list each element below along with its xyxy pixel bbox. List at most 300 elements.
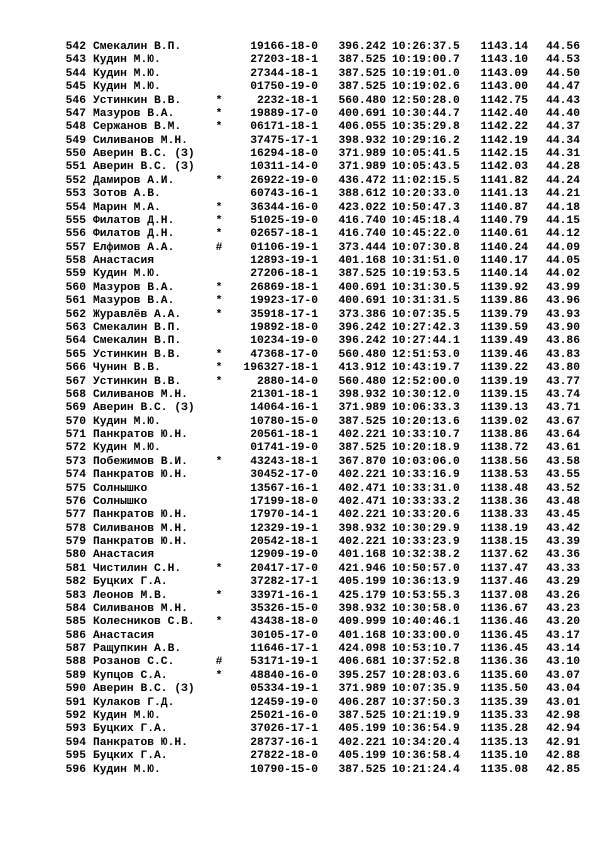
- table-row: [0, 683, 600, 696]
- table-row: [0, 469, 600, 482]
- score: 1139.22: [480, 362, 528, 375]
- points: 43.07: [546, 669, 580, 682]
- arrival-time: 10:19:02.6: [392, 81, 460, 94]
- distance: 396.242: [338, 41, 386, 53]
- place-number: 571: [65, 429, 86, 442]
- points: 44.09: [546, 241, 580, 254]
- points: 44.37: [546, 121, 580, 134]
- points: 44.50: [546, 67, 580, 80]
- distance: 367.870: [338, 455, 386, 468]
- participant-name: Анастасия: [93, 549, 155, 562]
- arrival-time: 10:19:01.0: [392, 67, 460, 80]
- points: 43.29: [546, 576, 580, 589]
- place-number: 584: [65, 602, 86, 615]
- table-row: [0, 656, 600, 669]
- arrival-time: 10:21:24.4: [392, 763, 460, 776]
- participant-name: Панкратов Ю.Н.: [93, 469, 188, 482]
- points: 44.43: [546, 94, 580, 107]
- place-number: 577: [65, 509, 86, 522]
- table-row: [0, 603, 600, 616]
- ring-number: 27206-18-1: [250, 268, 318, 281]
- points: 43.83: [546, 348, 580, 361]
- score: 1135.33: [480, 710, 528, 722]
- arrival-time: 10:33:31.0: [392, 482, 460, 495]
- arrival-time: 10:30:29.9: [392, 522, 460, 535]
- participant-name: Панкратов Ю.Н.: [93, 536, 188, 549]
- participant-name: Панкратов Ю.Н.: [93, 509, 188, 522]
- distance: 406.287: [338, 696, 386, 709]
- points: 44.56: [546, 41, 580, 53]
- distance: 406.055: [338, 121, 386, 134]
- participant-name: Буцких Г.А.: [93, 750, 168, 763]
- ring-number: 53171-19-1: [250, 656, 318, 669]
- table-row: [0, 630, 600, 643]
- points: 42.88: [546, 750, 580, 763]
- score: 1138.48: [480, 482, 528, 495]
- distance: 400.691: [338, 295, 386, 308]
- participant-name: Кудин М.Ю.: [93, 268, 161, 281]
- ring-number: 20417-17-0: [250, 562, 318, 575]
- points: 43.14: [546, 643, 580, 656]
- distance: 423.022: [338, 201, 386, 214]
- place-number: 561: [65, 295, 86, 308]
- table-row: [0, 549, 600, 562]
- score: 1135.39: [480, 696, 528, 709]
- ring-number: 51025-19-0: [250, 214, 318, 227]
- arrival-time: 10:33:20.6: [392, 509, 460, 522]
- arrival-time: 10:33:16.9: [392, 469, 460, 482]
- arrival-time: 10:45:18.4: [392, 214, 460, 227]
- score: 1142.75: [480, 94, 528, 107]
- place-number: 554: [65, 201, 86, 214]
- table-row: [0, 750, 600, 763]
- participant-name: Сержанов В.М.: [93, 121, 182, 134]
- ring-number: 26869-18-1: [250, 281, 318, 294]
- points: 43.74: [546, 388, 580, 401]
- distance: 402.221: [338, 736, 386, 749]
- score: 1141.13: [480, 188, 528, 201]
- participant-name: Кулаков Г.Д.: [93, 696, 175, 709]
- participant-name: Колесников С.В.: [93, 616, 195, 629]
- place-number: 574: [65, 469, 86, 482]
- ring-number: 2232-18-1: [256, 94, 318, 107]
- score: 1140.79: [480, 214, 528, 227]
- table-row: [0, 643, 600, 656]
- participant-name: Кудин М.Ю.: [93, 442, 161, 455]
- ring-number: 01750-19-0: [250, 81, 318, 94]
- arrival-time: 12:51:53.0: [392, 348, 460, 361]
- distance: 402.471: [338, 495, 386, 508]
- points: 44.12: [546, 228, 580, 241]
- score: 1140.24: [480, 241, 528, 254]
- status-mark: *: [215, 174, 223, 187]
- table-row: [0, 362, 600, 375]
- ring-number: 12329-19-1: [250, 522, 318, 535]
- place-number: 575: [65, 482, 86, 495]
- participant-name: Силиванов М.Н.: [93, 134, 188, 147]
- table-row: [0, 416, 600, 429]
- place-number: 590: [65, 683, 86, 696]
- table-row: [0, 295, 600, 308]
- participant-name: Мазуров В.А.: [93, 107, 175, 120]
- participant-name: Ращупкин А.В.: [93, 643, 182, 656]
- distance: 373.444: [338, 241, 386, 254]
- arrival-time: 10:05:41.5: [392, 148, 460, 161]
- ring-number: 196327-18-1: [243, 362, 318, 375]
- place-number: 591: [65, 696, 86, 709]
- participant-name: Елфимов А.А.: [93, 241, 175, 254]
- table-row: [0, 536, 600, 549]
- place-number: 566: [65, 362, 86, 375]
- distance: 402.221: [338, 536, 386, 549]
- score: 1139.49: [480, 335, 528, 348]
- points: 43.48: [546, 495, 580, 508]
- points: 43.77: [546, 375, 580, 388]
- ring-number: 19923-17-0: [250, 295, 318, 308]
- place-number: 544: [65, 67, 86, 80]
- place-number: 585: [65, 616, 86, 629]
- participant-name: Кудин М.Ю.: [93, 763, 161, 776]
- score: 1139.86: [480, 295, 528, 308]
- points: 44.24: [546, 174, 580, 187]
- participant-name: Марин М.А.: [93, 201, 161, 214]
- participant-name: Аверин В.С. (З): [93, 148, 195, 161]
- table-row: [0, 268, 600, 281]
- status-mark: *: [215, 616, 223, 629]
- table-row: [0, 322, 600, 335]
- place-number: 558: [65, 255, 86, 268]
- participant-name: Аверин В.С. (З): [93, 683, 195, 696]
- arrival-time: 10:31:30.5: [392, 281, 460, 294]
- arrival-time: 10:34:20.4: [392, 736, 460, 749]
- score: 1135.08: [480, 763, 528, 776]
- distance: 371.989: [338, 683, 386, 696]
- status-mark: *: [215, 455, 223, 468]
- status-mark: *: [215, 348, 223, 361]
- participant-name: Силиванов М.Н.: [93, 602, 188, 615]
- score: 1138.53: [480, 469, 528, 482]
- arrival-time: 10:27:44.1: [392, 335, 460, 348]
- distance: 405.199: [338, 723, 386, 736]
- distance: 401.168: [338, 255, 386, 268]
- arrival-time: 10:40:46.1: [392, 616, 460, 629]
- status-mark: *: [215, 201, 223, 214]
- place-number: 556: [65, 228, 86, 241]
- score: 1142.22: [480, 121, 528, 134]
- participant-name: Зотов А.В.: [93, 188, 161, 201]
- score: 1138.33: [480, 509, 528, 522]
- place-number: 565: [65, 348, 86, 361]
- arrival-time: 10:32:38.2: [392, 549, 460, 562]
- distance: 405.199: [338, 576, 386, 589]
- distance: 560.480: [338, 375, 386, 388]
- place-number: 581: [65, 562, 86, 575]
- distance: 387.525: [338, 415, 386, 428]
- ring-number: 27344-18-1: [250, 67, 318, 80]
- points: 43.33: [546, 562, 580, 575]
- distance: 373.386: [338, 308, 386, 321]
- status-mark: *: [215, 308, 223, 321]
- participant-name: Мазуров В.А.: [93, 281, 175, 294]
- distance: 398.932: [338, 388, 386, 401]
- score: 1139.79: [480, 308, 528, 321]
- points: 43.96: [546, 295, 580, 308]
- status-mark: *: [215, 669, 223, 682]
- arrival-time: 10:36:13.9: [392, 576, 460, 589]
- score: 1137.47: [480, 562, 528, 575]
- participant-name: Устинкин В.В.: [93, 375, 182, 388]
- place-number: 549: [65, 134, 86, 147]
- points: 44.15: [546, 214, 580, 227]
- distance: 402.221: [338, 429, 386, 442]
- score: 1142.19: [480, 134, 528, 147]
- participant-name: Смекалин В.П.: [93, 41, 182, 53]
- ring-number: 36344-16-0: [250, 201, 318, 214]
- arrival-time: 10:30:58.0: [392, 602, 460, 615]
- place-number: 595: [65, 750, 86, 763]
- score: 1143.10: [480, 54, 528, 67]
- score: 1138.72: [480, 442, 528, 455]
- score: 1142.03: [480, 161, 528, 174]
- score: 1139.02: [480, 415, 528, 428]
- ring-number: 37026-17-1: [250, 723, 318, 736]
- distance: 402.471: [338, 482, 386, 495]
- distance: 416.740: [338, 214, 386, 227]
- place-number: 596: [65, 763, 86, 776]
- points: 43.42: [546, 522, 580, 535]
- ring-number: 33971-16-1: [250, 589, 318, 602]
- score: 1138.15: [480, 536, 528, 549]
- place-number: 557: [65, 241, 86, 254]
- distance: 405.199: [338, 750, 386, 763]
- table-row: [0, 576, 600, 589]
- score: 1138.19: [480, 522, 528, 535]
- table-row: [0, 723, 600, 736]
- place-number: 547: [65, 107, 86, 120]
- table-row: [0, 108, 600, 121]
- place-number: 586: [65, 629, 86, 642]
- distance: 398.932: [338, 602, 386, 615]
- ring-number: 43438-18-0: [250, 616, 318, 629]
- participant-name: Силиванов М.Н.: [93, 522, 188, 535]
- ring-number: 30105-17-0: [250, 629, 318, 642]
- distance: 560.480: [338, 348, 386, 361]
- distance: 371.989: [338, 148, 386, 161]
- arrival-time: 10:07:35.5: [392, 308, 460, 321]
- score: 1141.82: [480, 174, 528, 187]
- distance: 413.912: [338, 362, 386, 375]
- points: 44.40: [546, 107, 580, 120]
- score: 1140.87: [480, 201, 528, 214]
- points: 44.34: [546, 134, 580, 147]
- ring-number: 10311-14-0: [250, 161, 318, 174]
- table-row: [0, 349, 600, 362]
- points: 44.21: [546, 188, 580, 201]
- distance: 387.525: [338, 442, 386, 455]
- status-mark: #: [215, 241, 223, 254]
- ring-number: 10234-19-0: [250, 335, 318, 348]
- points: 43.20: [546, 616, 580, 629]
- score: 1142.40: [480, 107, 528, 120]
- arrival-time: 10:27:42.3: [392, 321, 460, 334]
- status-mark: *: [215, 295, 223, 308]
- ring-number: 47368-17-0: [250, 348, 318, 361]
- place-number: 545: [65, 81, 86, 94]
- participant-name: Аверин В.С. (З): [93, 161, 195, 174]
- status-mark: *: [215, 375, 223, 388]
- place-number: 555: [65, 214, 86, 227]
- table-row: [0, 135, 600, 148]
- arrival-time: 10:06:33.3: [392, 402, 460, 415]
- participant-name: Панкратов Ю.Н.: [93, 736, 188, 749]
- table-row: [0, 456, 600, 469]
- points: 43.71: [546, 402, 580, 415]
- distance: 425.179: [338, 589, 386, 602]
- arrival-time: 12:52:00.0: [392, 375, 460, 388]
- place-number: 560: [65, 281, 86, 294]
- place-number: 569: [65, 402, 86, 415]
- place-number: 576: [65, 495, 86, 508]
- score: 1139.46: [480, 348, 528, 361]
- place-number: 588: [65, 656, 86, 669]
- table-row: [0, 54, 600, 67]
- status-mark: *: [215, 281, 223, 294]
- distance: 387.525: [338, 268, 386, 281]
- distance: 402.221: [338, 469, 386, 482]
- distance: 406.681: [338, 656, 386, 669]
- ring-number: 27822-18-0: [250, 750, 318, 763]
- points: 43.58: [546, 455, 580, 468]
- arrival-time: 10:36:54.9: [392, 723, 460, 736]
- table-row: [0, 697, 600, 710]
- table-row: [0, 161, 600, 174]
- place-number: 552: [65, 174, 86, 187]
- distance: 398.932: [338, 134, 386, 147]
- participant-name: Филатов Д.Н.: [93, 214, 175, 227]
- ring-number: 48840-16-0: [250, 669, 318, 682]
- table-row: [0, 188, 600, 201]
- participant-name: Анастасия: [93, 255, 155, 268]
- table-row: [0, 309, 600, 322]
- points: 43.90: [546, 321, 580, 334]
- place-number: 580: [65, 549, 86, 562]
- score: 1136.45: [480, 643, 528, 656]
- points: 43.01: [546, 696, 580, 709]
- table-row: [0, 228, 600, 241]
- table-row: [0, 616, 600, 629]
- place-number: 573: [65, 455, 86, 468]
- place-number: 572: [65, 442, 86, 455]
- score: 1138.86: [480, 429, 528, 442]
- table-row: [0, 81, 600, 94]
- distance: 387.525: [338, 710, 386, 722]
- participant-name: Чунин В.В.: [93, 362, 161, 375]
- arrival-time: 11:02:15.5: [392, 174, 460, 187]
- distance: 388.612: [338, 188, 386, 201]
- ring-number: 26922-19-0: [250, 174, 318, 187]
- arrival-time: 10:35:29.8: [392, 121, 460, 134]
- participant-name: Силиванов М.Н.: [93, 388, 188, 401]
- place-number: 548: [65, 121, 86, 134]
- points: 43.86: [546, 335, 580, 348]
- place-number: 542: [65, 41, 86, 53]
- arrival-time: 10:30:44.7: [392, 107, 460, 120]
- score: 1136.45: [480, 629, 528, 642]
- arrival-time: 10:03:06.0: [392, 455, 460, 468]
- table-row: [0, 737, 600, 750]
- distance: 436.472: [338, 174, 386, 187]
- distance: 421.946: [338, 562, 386, 575]
- ring-number: 30452-17-0: [250, 469, 318, 482]
- arrival-time: 10:33:00.0: [392, 629, 460, 642]
- ring-number: 05334-19-1: [250, 683, 318, 696]
- place-number: 567: [65, 375, 86, 388]
- participant-name: Мазуров В.А.: [93, 295, 175, 308]
- participant-name: Устинкин В.В.: [93, 348, 182, 361]
- distance: 401.168: [338, 549, 386, 562]
- score: 1136.67: [480, 602, 528, 615]
- ring-number: 19892-18-0: [250, 321, 318, 334]
- status-mark: #: [215, 656, 223, 669]
- ring-number: 28737-16-1: [250, 736, 318, 749]
- participant-name: Купцов С.А.: [93, 669, 168, 682]
- ring-number: 02657-18-1: [250, 228, 318, 241]
- arrival-time: 10:45:22.0: [392, 228, 460, 241]
- place-number: 559: [65, 268, 86, 281]
- score: 1135.60: [480, 669, 528, 682]
- ring-number: 35326-15-0: [250, 602, 318, 615]
- points: 44.47: [546, 81, 580, 94]
- points: 43.93: [546, 308, 580, 321]
- place-number: 562: [65, 308, 86, 321]
- ring-number: 20561-18-1: [250, 429, 318, 442]
- table-row: [0, 121, 600, 134]
- score: 1139.92: [480, 281, 528, 294]
- ring-number: 2880-14-0: [256, 375, 318, 388]
- arrival-time: 10:21:19.9: [392, 710, 460, 722]
- table-row: [0, 242, 600, 255]
- distance: 396.242: [338, 335, 386, 348]
- score: 1140.17: [480, 255, 528, 268]
- arrival-time: 10:26:37.5: [392, 41, 460, 53]
- place-number: 563: [65, 321, 86, 334]
- distance: 409.999: [338, 616, 386, 629]
- points: 43.10: [546, 656, 580, 669]
- arrival-time: 10:33:10.7: [392, 429, 460, 442]
- score: 1139.59: [480, 321, 528, 334]
- status-mark: *: [215, 214, 223, 227]
- ring-number: 01741-19-0: [250, 442, 318, 455]
- table-row: [0, 509, 600, 522]
- score: 1143.09: [480, 67, 528, 80]
- distance: 387.525: [338, 763, 386, 776]
- ring-number: 37282-17-1: [250, 576, 318, 589]
- arrival-time: 10:29:16.2: [392, 134, 460, 147]
- score: 1143.00: [480, 81, 528, 94]
- status-mark: *: [215, 94, 223, 107]
- points: 43.61: [546, 442, 580, 455]
- table-row: [0, 496, 600, 509]
- participant-name: Побежимов В.И.: [93, 455, 188, 468]
- arrival-time: 10:20:18.9: [392, 442, 460, 455]
- points: 44.02: [546, 268, 580, 281]
- score: 1139.15: [480, 388, 528, 401]
- arrival-time: 10:37:50.3: [392, 696, 460, 709]
- points: 43.36: [546, 549, 580, 562]
- points: 42.98: [546, 710, 580, 722]
- status-mark: *: [215, 589, 223, 602]
- score: 1135.13: [480, 736, 528, 749]
